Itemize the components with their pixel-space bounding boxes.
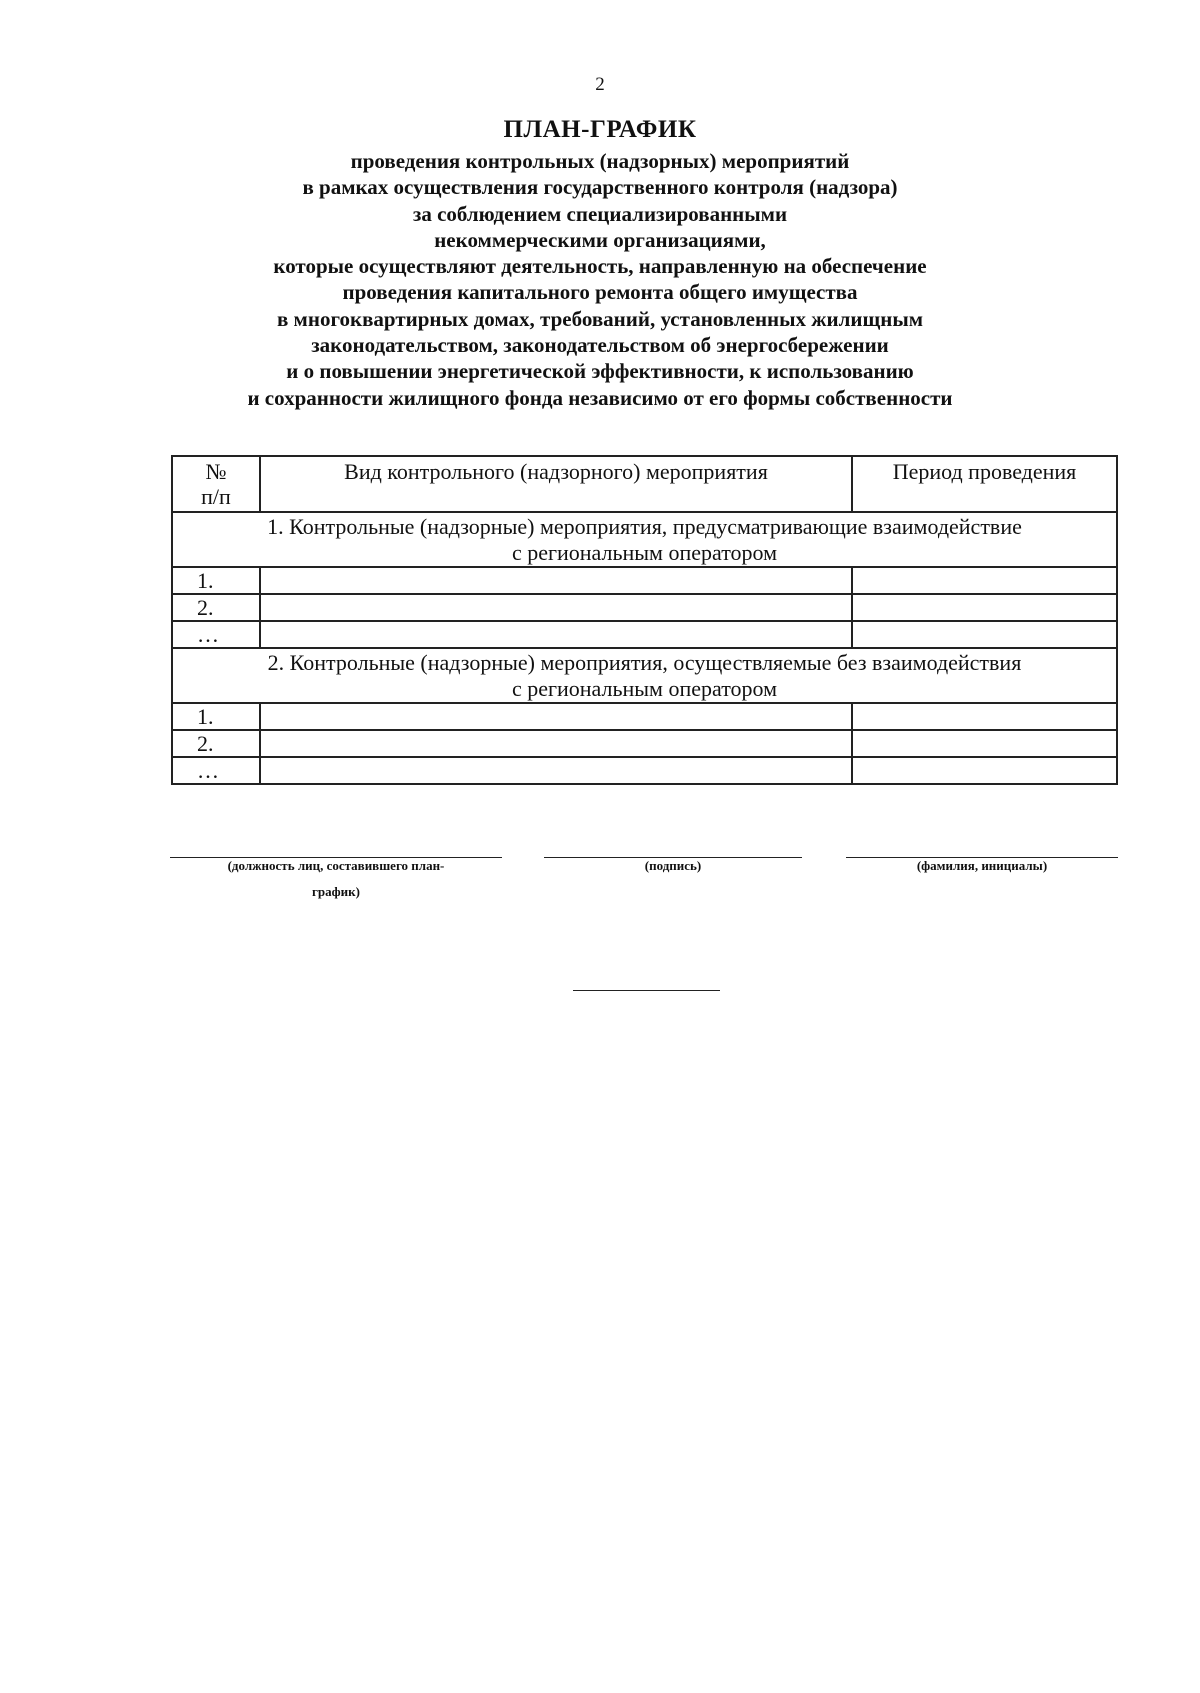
- position-caption-line2: график): [312, 884, 360, 899]
- row-kind-cell[interactable]: [260, 594, 852, 621]
- document-end-divider: [573, 990, 720, 991]
- row-num: …: [172, 621, 260, 648]
- row-num: 1.: [172, 567, 260, 594]
- header-num-line1: №: [205, 459, 227, 484]
- row-period-cell[interactable]: [852, 594, 1117, 621]
- section-row: [172, 512, 1117, 567]
- section-title-line2: с региональным оператором: [511, 540, 778, 565]
- name-caption: (фамилия, инициалы): [916, 858, 1048, 873]
- subtitle-line: за соблюдением специализированными: [412, 201, 788, 226]
- table-row: [172, 703, 1117, 730]
- row-kind-cell[interactable]: [260, 567, 852, 594]
- document-subtitle: [150, 148, 1050, 411]
- subtitle-line: в рамках осуществления государственного контроля (надзора): [302, 175, 898, 200]
- table-row: [172, 567, 1117, 594]
- position-caption-line1: (должность лиц, составившего план-: [227, 858, 445, 873]
- table-row: [172, 621, 1117, 648]
- row-kind-cell[interactable]: [260, 703, 852, 730]
- row-num: 2.: [172, 730, 260, 757]
- section-row: [172, 648, 1117, 703]
- subtitle-line: законодательством, законодательством об энергосбережении: [311, 333, 889, 358]
- subtitle-line: и сохранности жилищного фонда независимо от его формы собственности: [247, 385, 953, 410]
- page-number: 2: [595, 74, 605, 95]
- row-kind-cell[interactable]: [260, 621, 852, 648]
- section-title: [172, 648, 1117, 703]
- header-kind: Вид контрольного (надзорного) мероприятия: [260, 456, 852, 512]
- row-num: 2.: [172, 594, 260, 621]
- row-period-cell[interactable]: [852, 703, 1117, 730]
- row-period-cell[interactable]: [852, 621, 1117, 648]
- subtitle-line: и о повышении энергетической эффективности, к использованию: [286, 359, 914, 384]
- subtitle-line: проведения капитального ремонта общего имущества: [342, 280, 858, 305]
- plan-table: [171, 455, 1118, 785]
- row-period-cell[interactable]: [852, 757, 1117, 784]
- position-caption-continued: [170, 884, 502, 900]
- row-num: …: [172, 757, 260, 784]
- section-title-line1: 1. Контрольные (надзорные) мероприятия, предусматривающие взаимодействие: [267, 514, 1022, 539]
- table-row: [172, 730, 1117, 757]
- position-caption: [170, 858, 502, 874]
- section-title-line2: с региональным оператором: [511, 676, 778, 701]
- subtitle-line: в многоквартирных домах, требований, установленных жилищным: [276, 306, 924, 331]
- table-row: [172, 757, 1117, 784]
- table-header-row: [172, 456, 1117, 512]
- subtitle-line: которые осуществляют деятельность, направленную на обеспечение: [273, 254, 927, 279]
- header-period: Период проведения: [852, 456, 1117, 512]
- row-num: 1.: [172, 703, 260, 730]
- document-title: ПЛАН-ГРАФИК: [503, 116, 697, 143]
- row-kind-cell[interactable]: [260, 757, 852, 784]
- section-title: [172, 512, 1117, 567]
- row-period-cell[interactable]: [852, 567, 1117, 594]
- header-num: [172, 456, 260, 512]
- row-kind-cell[interactable]: [260, 730, 852, 757]
- header-num-line2: п/п: [201, 484, 231, 509]
- row-period-cell[interactable]: [852, 730, 1117, 757]
- subtitle-line: проведения контрольных (надзорных) мероприятий: [350, 149, 850, 173]
- section-title-line1: 2. Контрольные (надзорные) мероприятия, осуществляемые без взаимодействия: [267, 650, 1022, 675]
- subtitle-line: некоммерческими организациями,: [434, 227, 766, 252]
- table-row: [172, 594, 1117, 621]
- signature-caption: (подпись): [644, 858, 702, 873]
